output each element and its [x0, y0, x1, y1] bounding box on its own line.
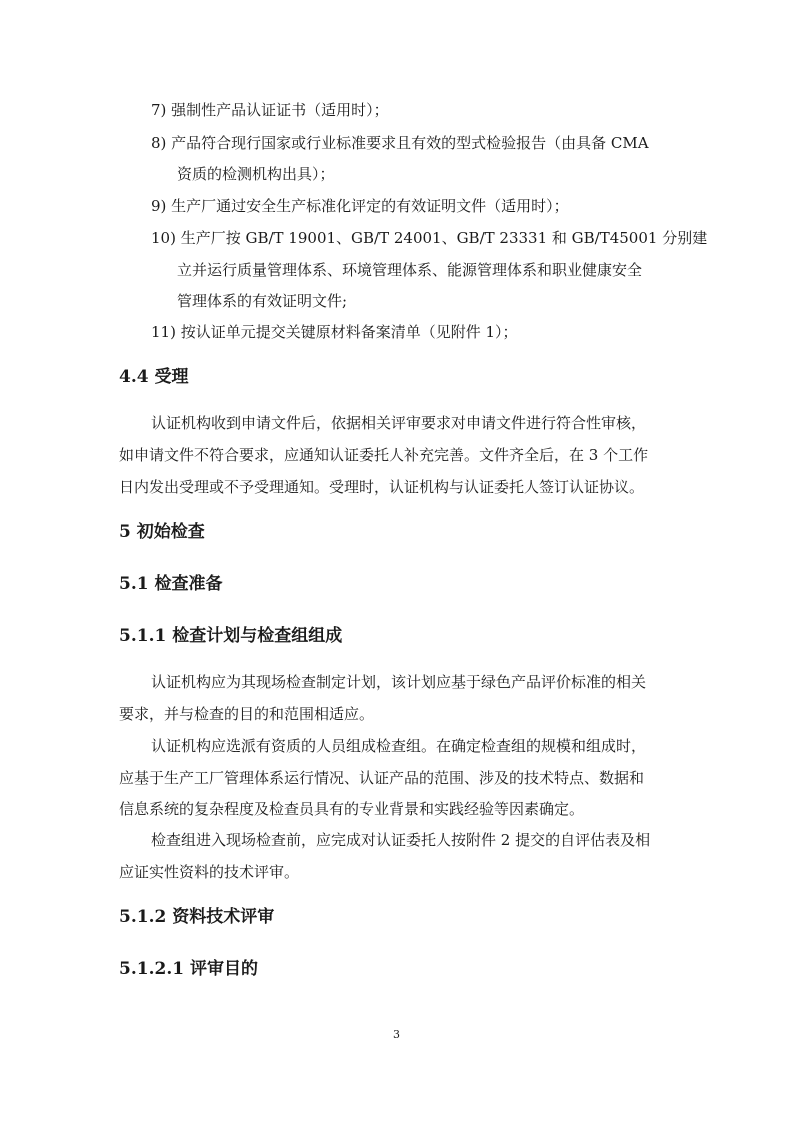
- heading-5-1-2: 5.1.2 资料技术评审: [119, 907, 275, 927]
- heading-5-1-2-1: 5.1.2.1 评审目的: [119, 959, 258, 979]
- para-5-1-1-b-line-1: 认证机构应选派有资质的人员组成检查组。在确定检查组的规模和组成时，: [151, 737, 647, 755]
- heading-5-1: 5.1 检查准备: [119, 574, 223, 594]
- list-item-10-line-1: 10) 生产厂按 GB/T 19001、GB/T 24001、GB/T 23331 和 GB/T45001 分别建: [151, 229, 708, 247]
- para-5-1-1-b-line-2: 应基于生产工厂管理体系运行情况、认证产品的范围、涉及的技术特点、数据和: [119, 769, 645, 787]
- list-item-11: 11) 按认证单元提交关键原材料备案清单（见附件 1）；: [151, 323, 518, 341]
- heading-4-4: 4.4 受理: [119, 367, 189, 387]
- para-5-1-1-c-line-1: 检查组进入现场检查前，应完成对认证委托人按附件 2 提交的自评估表及相: [151, 831, 651, 849]
- heading-5-1-1: 5.1.1 检查计划与检查组组成: [119, 626, 343, 646]
- para-5-1-1-c-line-2: 应证实性资料的技术评审。: [119, 863, 300, 881]
- list-item-7: 7) 强制性产品认证证书（适用时）；: [151, 101, 389, 119]
- para-5-1-1-a-line-1: 认证机构应为其现场检查制定计划，该计划应基于绿色产品评价标准的相关: [151, 673, 647, 691]
- para-4-4-line-2: 如申请文件不符合要求，应通知认证委托人补充完善。文件齐全后，在 3 个工作: [119, 446, 649, 464]
- heading-5: 5 初始检查: [119, 522, 205, 542]
- list-item-10-line-3: 管理体系的有效证明文件;: [177, 292, 348, 310]
- list-item-10-line-2: 立并运行质量管理体系、环境管理体系、能源管理体系和职业健康安全: [177, 261, 643, 279]
- page-number: 3: [393, 1028, 400, 1041]
- para-5-1-1-b-line-3: 信息系统的复杂程度及检查员具有的专业背景和实践经验等因素确定。: [119, 800, 585, 818]
- list-item-9: 9) 生产厂通过安全生产标准化评定的有效证明文件（适用时）；: [151, 197, 569, 215]
- para-5-1-1-a-line-2: 要求，并与检查的目的和范围相适应。: [119, 705, 375, 723]
- para-4-4-line-3: 日内发出受理或不予受理通知。受理时，认证机构与认证委托人签订认证协议。: [119, 478, 645, 496]
- list-item-8-line-2: 资质的检测机构出具）；: [177, 165, 335, 183]
- list-item-8-line-1: 8) 产品符合现行国家或行业标准要求且有效的型式检验报告（由具备 CMA: [151, 134, 649, 152]
- para-4-4-line-1: 认证机构收到申请文件后，依据相关评审要求对申请文件进行符合性审核，: [151, 414, 647, 432]
